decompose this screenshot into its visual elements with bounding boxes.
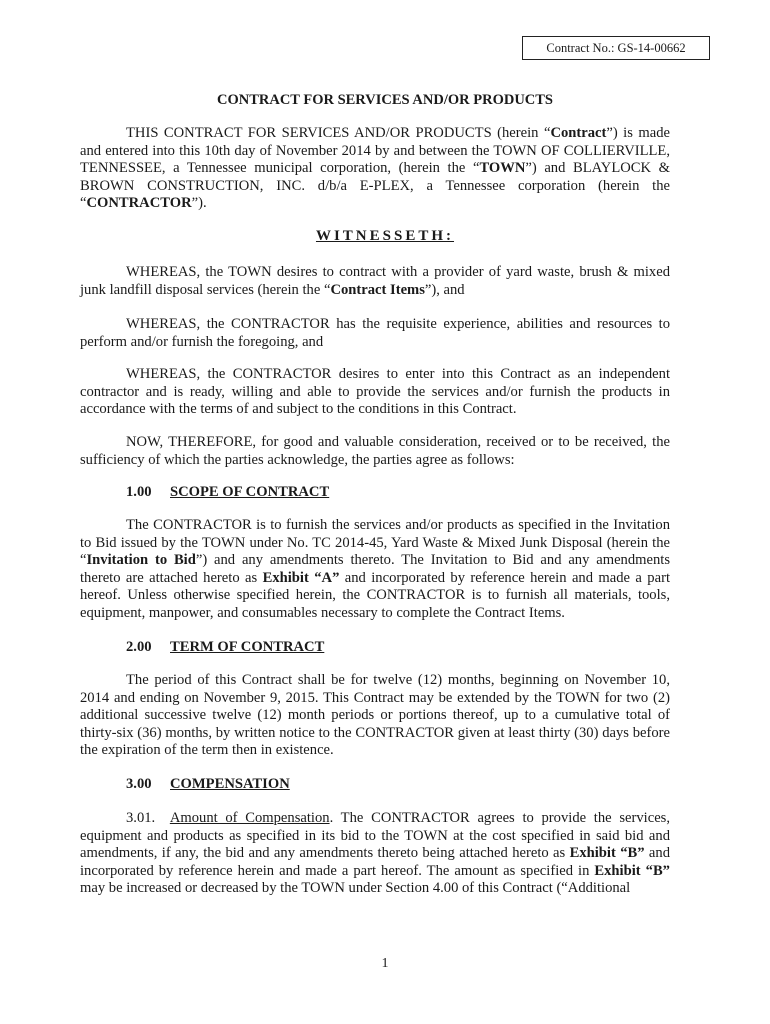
now-therefore-paragraph: NOW, THEREFORE, for good and valuable consideration, received or to be received, the sufficiency of which the parties acknowledge, the parties agree as follows: xyxy=(80,434,670,468)
subsection-label: Amount of Compensation xyxy=(169,810,330,826)
whereas-paragraph-3: WHEREAS, the CONTRACTOR desires to enter into this Contract as an independent contractor and is ready, willing and able to provide the services and/or furnish the products in accordance with the terms of and subject to the conditions in this Contract. xyxy=(80,366,670,417)
section-3-heading: 3.00 COMPENSATION xyxy=(126,776,290,792)
section-1-heading: 1.00 SCOPE OF CONTRACT xyxy=(126,484,330,500)
whereas-paragraph-2: WHEREAS, the CONTRACTOR has the requisite experience, abilities and resources to perform and/or furnish the foregoing, and xyxy=(80,316,670,350)
section-1-body: The CONTRACTOR is to furnish the services and/or products as specified in the Invitation to Bid issued by the TOWN under No. TC 2014-45, Yard Waste & Mixed Junk Disposal (herein the “Invitation to Bid”) and any amendments thereto. The Invitation to Bid and any amendments thereto are attached hereto as Exhibit “A” and incorporated by reference herein and made a part hereof. Unless otherwise specified herein, the CONTRACTOR is to furnish all materials, tools, equipment, manpower, and consumables necessary to complete the Contract Items. xyxy=(80,517,670,621)
section-2-heading: 2.00 TERM OF CONTRACT xyxy=(126,639,325,655)
page-number: 1 xyxy=(381,956,389,971)
document-title: CONTRACT FOR SERVICES AND/OR PRODUCTS xyxy=(217,92,553,108)
witnesseth-heading: WITNESSETH: xyxy=(315,228,455,244)
section-2-body: The period of this Contract shall be for twelve (12) months, beginning on November 10, 2014 and ending on November 9, 2015. This Contract may be extended by the TOWN for two (2) additional successive twelve (12) month periods or portions thereof, up to a cumulative total of thirty-six (36) months, by written notice to the CONTRACTOR given at least thirty (30) days before the expiration of the term then in existence. xyxy=(80,672,670,758)
intro-paragraph: THIS CONTRACT FOR SERVICES AND/OR PRODUCTS (herein “Contract”) is made and entered into this 10th day of November 2014 by and between the TOWN OF COLLIERVILLE, TENNESSEE, a Tennessee municipal corporation, (herein the “TOWN”) and BLAYLOCK & BROWN CONSTRUCTION, INC. d/b/a E-PLEX, a Tennessee corporation (herein the “CONTRACTOR”). xyxy=(80,125,670,211)
whereas-paragraph-1: WHEREAS, the TOWN desires to contract with a provider of yard waste, brush & mixed junk landfill disposal services (herein the “Contract Items”), and xyxy=(80,264,670,298)
contract-number-box: Contract No.: GS-14-00662 xyxy=(522,36,710,60)
section-3-01-body: 3.01. Amount of Compensation. The CONTRACTOR agrees to provide the services, equipment and products as specified in its bid to the TOWN at the cost specified in said bid and amendments, if any, the bid and any amendments thereto being attached hereto as Exhibit “B” and incorporated by reference herein and made a part hereof. The amount as specified in Exhibit “B” may be increased or decreased by the TOWN under Section 4.00 of this Contract (“Additional xyxy=(80,810,671,896)
